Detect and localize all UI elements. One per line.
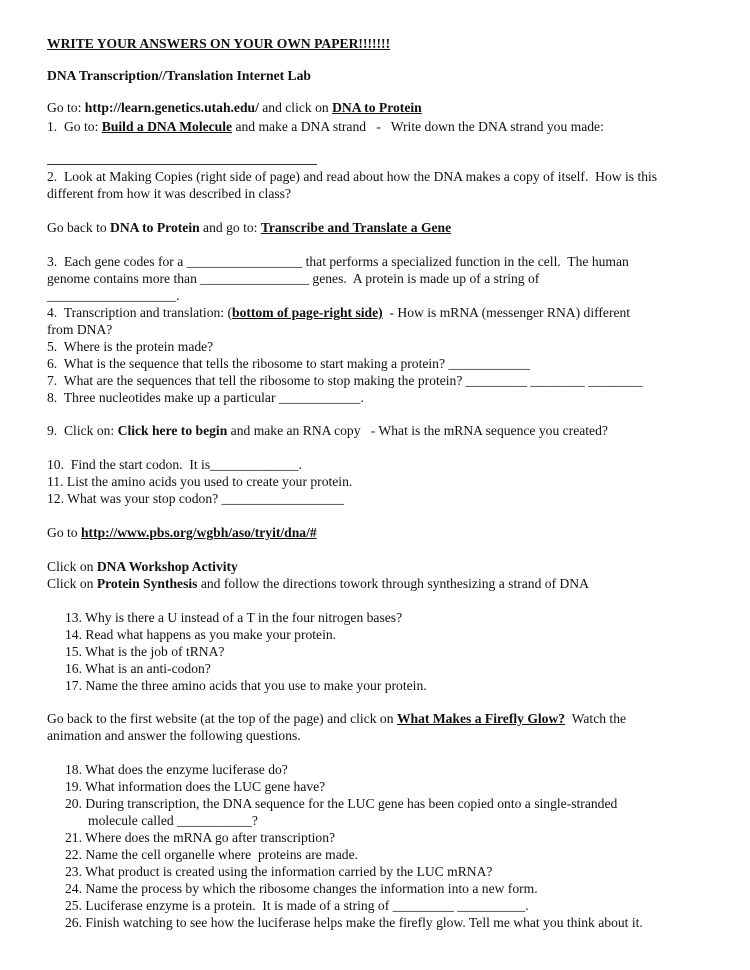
workshop-line: Click on DNA Workshop Activity <box>47 559 238 574</box>
answer-line <box>47 164 317 165</box>
question-5: 5. Where is the protein made? <box>47 339 214 354</box>
question-9: 9. Click on: Click here to begin and make an RNA copy - What is the mRNA sequence you created? <box>47 423 608 438</box>
pbs-line: Go to http://www.pbs.org/wgbh/aso/tryit/dna/# <box>47 525 317 540</box>
question-15: 15. What is the job of tRNA? <box>65 644 225 659</box>
question-10: 10. Find the start codon. It is_____________. <box>47 457 302 472</box>
question-26: 26. Finish watching to see how the luciferase helps make the firefly glow. Tell me what you think about it. <box>65 915 643 930</box>
question-3: 3. Each gene codes for a _________________ that performs a specialized function in the cell. The human <box>47 254 629 269</box>
question-25: 25. Luciferase enzyme is a protein. It is made of a string of _________ __________. <box>65 898 529 913</box>
transcribe-translate-link[interactable]: Transcribe and Translate a Gene <box>260 220 452 235</box>
question-24: 24. Name the process by which the ribosome changes the information into a new form. <box>65 881 538 896</box>
question-3-cont2: ___________________. <box>47 288 180 303</box>
question-22: 22. Name the cell organelle where proteins are made. <box>65 847 359 862</box>
question-2: 2. Look at Making Copies (right side of page) and read about how the DNA makes a copy of itself. How is this <box>47 169 658 184</box>
page-title: DNA Transcription//Translation Internet Lab <box>47 68 311 83</box>
question-20-cont: molecule called ___________? <box>88 813 258 828</box>
question-7: 7. What are the sequences that tell the ribosome to stop making the protein? _________ ________ ________ <box>47 373 643 388</box>
question-17: 17. Name the three amino acids that you use to make your protein. <box>65 678 427 693</box>
synthesis-line: Click on Protein Synthesis and follow the directions towork through synthesizing a strand of DNA <box>47 576 589 591</box>
question-6: 6. What is the sequence that tells the ribosome to start making a protein? ____________ <box>47 356 530 371</box>
question-12: 12. What was your stop codon? __________________ <box>47 491 344 506</box>
build-dna-link[interactable]: Build a DNA Molecule <box>101 119 233 134</box>
question-20: 20. During transcription, the DNA sequence for the LUC gene has been copied onto a single-stranded <box>65 796 618 811</box>
question-4: 4. Transcription and translation: (bottom of page-right side) - How is mRNA (messenger RNA) different <box>47 305 631 320</box>
question-3-cont: genome contains more than ________________ genes. A protein is made up of a string of <box>47 271 540 286</box>
firefly-line: Go back to the first website (at the top of the page) and click on What Makes a Firefly Glow? Watch the <box>47 711 627 726</box>
pbs-url-link[interactable]: http://www.pbs.org/wgbh/aso/tryit/dna/# <box>80 525 317 540</box>
dna-to-protein-link[interactable]: DNA to Protein <box>332 100 422 115</box>
question-18: 18. What does the enzyme luciferase do? <box>65 762 288 777</box>
intro-line: Go to: http://learn.genetics.utah.edu/ and click on DNA to Protein <box>47 100 422 115</box>
question-2-cont: different from how it was described in class? <box>47 186 291 201</box>
question-8: 8. Three nucleotides make up a particular ____________. <box>47 390 364 405</box>
question-16: 16. What is an anti-codon? <box>65 661 211 676</box>
question-4-cont: from DNA? <box>47 322 113 337</box>
genetics-url-link[interactable]: http://learn.genetics.utah.edu/ <box>84 100 259 115</box>
question-13: 13. Why is there a U instead of a T in the four nitrogen bases? <box>65 610 403 625</box>
question-11: 11. List the amino acids you used to create your protein. <box>47 474 353 489</box>
go-back-line: Go back to DNA to Protein and go to: Transcribe and Translate a Gene <box>47 220 452 235</box>
firefly-link[interactable]: What Makes a Firefly Glow? <box>396 711 566 726</box>
question-19: 19. What information does the LUC gene have? <box>65 779 326 794</box>
question-1: 1. Go to: Build a DNA Molecule and make a DNA strand - Write down the DNA strand you made: <box>47 119 604 134</box>
question-14: 14. Read what happens as you make your protein. <box>65 627 337 642</box>
firefly-line-cont: animation and answer the following questions. <box>47 728 301 743</box>
question-23: 23. What product is created using the information carried by the LUC mRNA? <box>65 864 493 879</box>
warning-heading: WRITE YOUR ANSWERS ON YOUR OWN PAPER!!!!!!! <box>47 36 391 51</box>
question-21: 21. Where does the mRNA go after transcription? <box>65 830 336 845</box>
